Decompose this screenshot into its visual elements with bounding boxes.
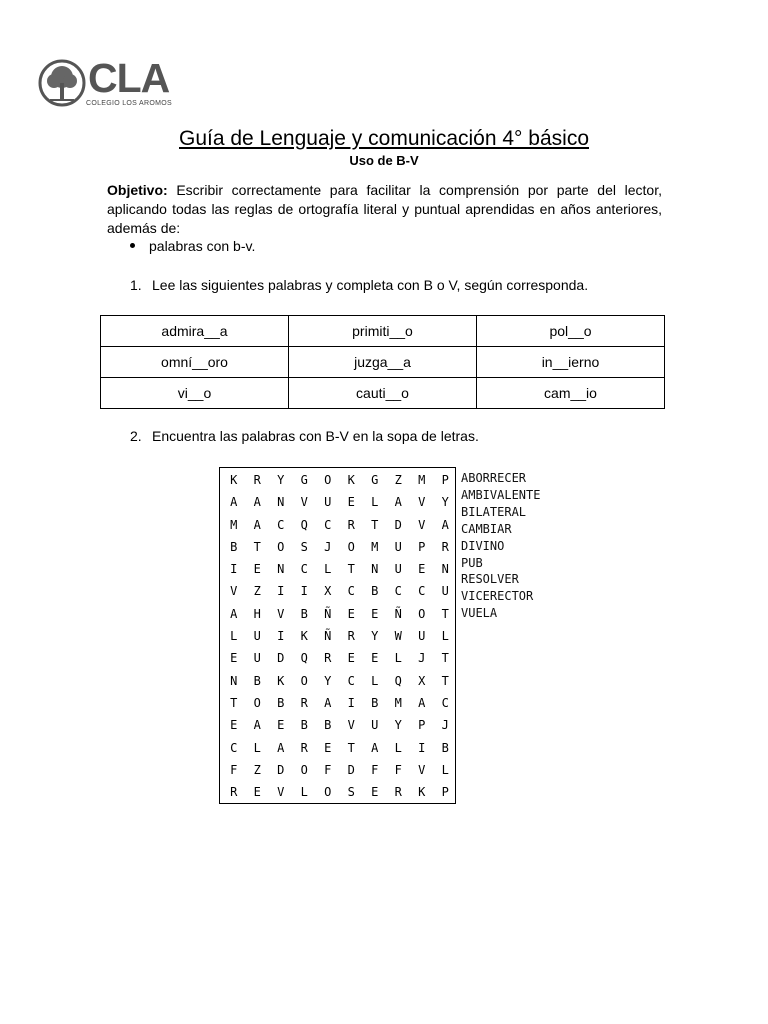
grid-letter: Y	[441, 495, 449, 510]
grid-letter: O	[300, 673, 308, 688]
grid-letter: R	[300, 740, 308, 755]
grid-letter: E	[277, 718, 285, 733]
grid-letter: A	[253, 517, 261, 532]
grid-letter: M	[418, 473, 426, 487]
grid-letter: E	[347, 606, 355, 621]
grid-letter: E	[371, 785, 379, 800]
grid-letter: U	[394, 539, 402, 554]
table-row	[101, 316, 665, 347]
grid-letter: X	[324, 584, 332, 599]
grid-letter: L	[441, 629, 449, 644]
grid-letter: D	[277, 651, 285, 666]
word-list-item: ABORRECER	[461, 471, 527, 485]
question-text: Lee las siguientes palabras y completa con B o V, según corresponda.	[152, 277, 589, 293]
table-cell: vi__o	[101, 378, 289, 409]
grid-letter: I	[277, 629, 285, 644]
grid-letter: O	[300, 762, 308, 777]
grid-letter: D	[347, 762, 355, 777]
grid-letter: Q	[300, 651, 308, 666]
table-cell: primiti__o	[289, 316, 477, 347]
grid-letter: F	[371, 762, 379, 777]
table-cell: cam__io	[477, 378, 665, 409]
grid-letter: D	[277, 762, 285, 777]
logo-subtitle: COLEGIO LOS AROMOS	[86, 100, 172, 107]
grid-letter: Ñ	[324, 629, 332, 644]
grid-letter: T	[441, 651, 449, 666]
grid-letter: F	[394, 762, 402, 777]
grid-letter: P	[418, 718, 426, 733]
grid-letter: C	[347, 673, 355, 688]
grid-letter: C	[347, 584, 355, 599]
grid-letter: R	[347, 517, 355, 532]
table-cell: pol__o	[477, 316, 665, 347]
grid-letter: P	[441, 473, 449, 487]
grid-letter: N	[441, 562, 449, 577]
grid-letter: E	[324, 740, 332, 755]
word-list-item: VICERECTOR	[461, 589, 534, 604]
grid-letter: O	[253, 695, 261, 710]
question-number: 1.	[130, 277, 142, 293]
word-list-item: VUELA	[461, 606, 498, 621]
grid-letter: E	[418, 562, 426, 577]
grid-letter: V	[277, 606, 285, 621]
word-list-item: PUB	[461, 555, 483, 570]
grid-letter: G	[300, 473, 308, 487]
grid-letter: C	[300, 562, 308, 577]
grid-letter: J	[418, 651, 426, 666]
grid-letter: E	[371, 651, 379, 666]
grid-letter: Y	[277, 473, 285, 487]
grid-letter: L	[324, 562, 332, 577]
grid-letter: V	[418, 762, 426, 777]
grid-letter: R	[253, 473, 261, 487]
table-row	[101, 347, 665, 378]
grid-letter: T	[347, 740, 355, 755]
grid-letter: B	[441, 740, 449, 755]
grid-letter: L	[230, 629, 238, 644]
grid-letter: R	[300, 695, 308, 710]
grid-letter: E	[253, 562, 261, 577]
grid-letter: A	[324, 695, 332, 710]
grid-letter: G	[371, 473, 379, 487]
grid-letter: Ñ	[324, 606, 332, 621]
grid-letter: B	[253, 673, 261, 688]
table-cell: in__ierno	[477, 347, 665, 378]
grid-letter: K	[418, 785, 426, 800]
question-2	[130, 428, 479, 444]
grid-letter: E	[371, 606, 379, 621]
grid-letter: V	[347, 718, 355, 733]
grid-letter: N	[230, 673, 238, 688]
grid-letter: L	[394, 651, 402, 666]
grid-letter: Z	[394, 473, 402, 487]
grid-letter: L	[300, 785, 308, 800]
grid-letter: B	[371, 695, 379, 710]
grid-letter: V	[300, 495, 308, 510]
grid-letter: I	[230, 562, 238, 577]
grid-letter: K	[300, 629, 308, 644]
grid-letter: R	[230, 785, 238, 800]
word-search-grid	[219, 467, 456, 804]
objective-label: Objetivo:	[107, 182, 168, 198]
grid-letter: A	[418, 695, 426, 710]
grid-letter: K	[230, 473, 238, 487]
grid-letter: T	[371, 517, 379, 532]
grid-letter: B	[371, 584, 379, 599]
bullet-text: palabras con b-v.	[149, 238, 256, 254]
grid-letter: R	[324, 651, 332, 666]
grid-letter: V	[418, 517, 426, 532]
grid-letter: X	[418, 673, 426, 688]
grid-letter: O	[418, 606, 426, 621]
grid-letter: Y	[324, 673, 332, 688]
grid-letter: N	[277, 495, 285, 510]
grid-letter: O	[277, 539, 285, 554]
grid-letter: Y	[394, 718, 402, 733]
grid-letter: B	[300, 718, 308, 733]
grid-letter: C	[418, 584, 426, 599]
table-cell: juzga__a	[289, 347, 477, 378]
grid-letter: U	[253, 629, 261, 644]
word-list-item: DIVINO	[461, 538, 505, 553]
grid-letter: C	[230, 740, 238, 755]
grid-letter: S	[347, 785, 355, 800]
grid-letter: A	[253, 718, 261, 733]
grid-letter: Z	[253, 762, 261, 777]
grid-letter: L	[371, 673, 379, 688]
grid-letter: C	[394, 584, 402, 599]
grid-letter: J	[441, 718, 449, 733]
grid-letter: L	[441, 762, 449, 777]
grid-letter: T	[230, 695, 238, 710]
grid-letter: E	[347, 651, 355, 666]
grid-letter: I	[347, 695, 355, 710]
table-cell: omní__oro	[101, 347, 289, 378]
grid-letter: B	[277, 695, 285, 710]
school-logo	[36, 55, 182, 112]
grid-letter: E	[230, 718, 238, 733]
table-cell: admira__a	[101, 316, 289, 347]
grid-letter: A	[394, 495, 402, 510]
grid-letter: K	[277, 673, 285, 688]
grid-letter: K	[347, 473, 355, 487]
grid-letter: A	[277, 740, 285, 755]
grid-letter: Z	[253, 584, 261, 599]
grid-letter: B	[230, 539, 238, 554]
word-list	[461, 470, 540, 622]
grid-letter: B	[324, 718, 332, 733]
grid-letter: U	[324, 495, 332, 510]
grid-letter: Y	[371, 629, 379, 644]
grid-letter: Q	[300, 517, 308, 532]
grid-letter: T	[441, 673, 449, 688]
grid-letter: N	[277, 562, 285, 577]
grid-letter: O	[324, 473, 332, 487]
grid-letter: U	[441, 584, 449, 599]
grid-letter: N	[371, 562, 379, 577]
question-number: 2.	[130, 428, 142, 444]
grid-letter: H	[253, 606, 261, 621]
grid-letter: A	[371, 740, 379, 755]
word-list-item: AMBIVALENTE	[461, 487, 541, 502]
grid-letter: P	[418, 539, 426, 554]
grid-letter: A	[253, 495, 261, 510]
tree-icon	[36, 55, 86, 112]
grid-letter: U	[418, 629, 426, 644]
grid-letter: W	[394, 629, 402, 644]
objective-paragraph	[107, 181, 662, 238]
grid-letter: C	[324, 517, 332, 532]
word-list-item: CAMBIAR	[461, 521, 512, 536]
grid-letter: R	[441, 539, 449, 554]
grid-letter: U	[253, 651, 261, 666]
grid-letter: B	[300, 606, 308, 621]
grid-letter: J	[324, 539, 332, 554]
words-table	[100, 315, 665, 409]
grid-letter: A	[230, 606, 238, 621]
grid-letter: V	[418, 495, 426, 510]
page-subtitle: Uso de B-V	[349, 153, 419, 168]
grid-letter: S	[300, 539, 308, 554]
grid-letter: F	[324, 762, 332, 777]
grid-letter: T	[347, 562, 355, 577]
grid-letter: V	[230, 584, 238, 599]
grid-letter: U	[371, 718, 379, 733]
question-text: Encuentra las palabras con B-V en la sopa de letras.	[152, 428, 479, 444]
grid-letter: M	[371, 539, 379, 554]
grid-letter: O	[324, 785, 332, 800]
grid-letter: L	[253, 740, 261, 755]
grid-letter: O	[347, 539, 355, 554]
grid-letter: P	[441, 785, 449, 800]
logo-name: CLA	[88, 55, 170, 101]
grid-letter: M	[394, 695, 402, 710]
grid-letter: M	[230, 517, 238, 532]
table-cell: cauti__o	[289, 378, 477, 409]
bullet-item	[130, 238, 255, 254]
grid-letter: E	[230, 651, 238, 666]
question-1	[130, 277, 588, 293]
grid-letter: C	[277, 517, 285, 532]
grid-letter: A	[441, 517, 449, 532]
grid-letter: L	[394, 740, 402, 755]
grid-letter: C	[441, 695, 449, 710]
grid-letter: T	[253, 539, 261, 554]
grid-letter: R	[394, 785, 402, 800]
table-row	[101, 378, 665, 409]
grid-letter: I	[300, 584, 308, 599]
grid-letter: U	[394, 562, 402, 577]
objective-text: Escribir correctamente para facilitar la comprensión por parte del lector, aplicando todas las reglas de ortografía literal y puntual aprendidas en años anteriores, además de:	[107, 182, 662, 236]
grid-letter: Q	[394, 673, 402, 688]
bullet-icon	[130, 243, 135, 248]
grid-letter: I	[277, 584, 285, 599]
grid-letter: I	[418, 740, 426, 755]
grid-letter: E	[347, 495, 355, 510]
grid-letter: L	[371, 495, 379, 510]
page-title: Guía de Lenguaje y comunicación 4° básico	[179, 127, 589, 150]
word-list-item: BILATERAL	[461, 504, 527, 519]
grid-letter: T	[441, 606, 449, 621]
grid-letter: E	[253, 785, 261, 800]
word-list-item: RESOLVER	[461, 572, 519, 587]
grid-letter: D	[394, 517, 402, 532]
grid-letter: A	[230, 495, 238, 510]
grid-letter: V	[277, 785, 285, 800]
grid-letter: F	[230, 762, 238, 777]
grid-letter: Ñ	[394, 606, 402, 621]
grid-letter: R	[347, 629, 355, 644]
